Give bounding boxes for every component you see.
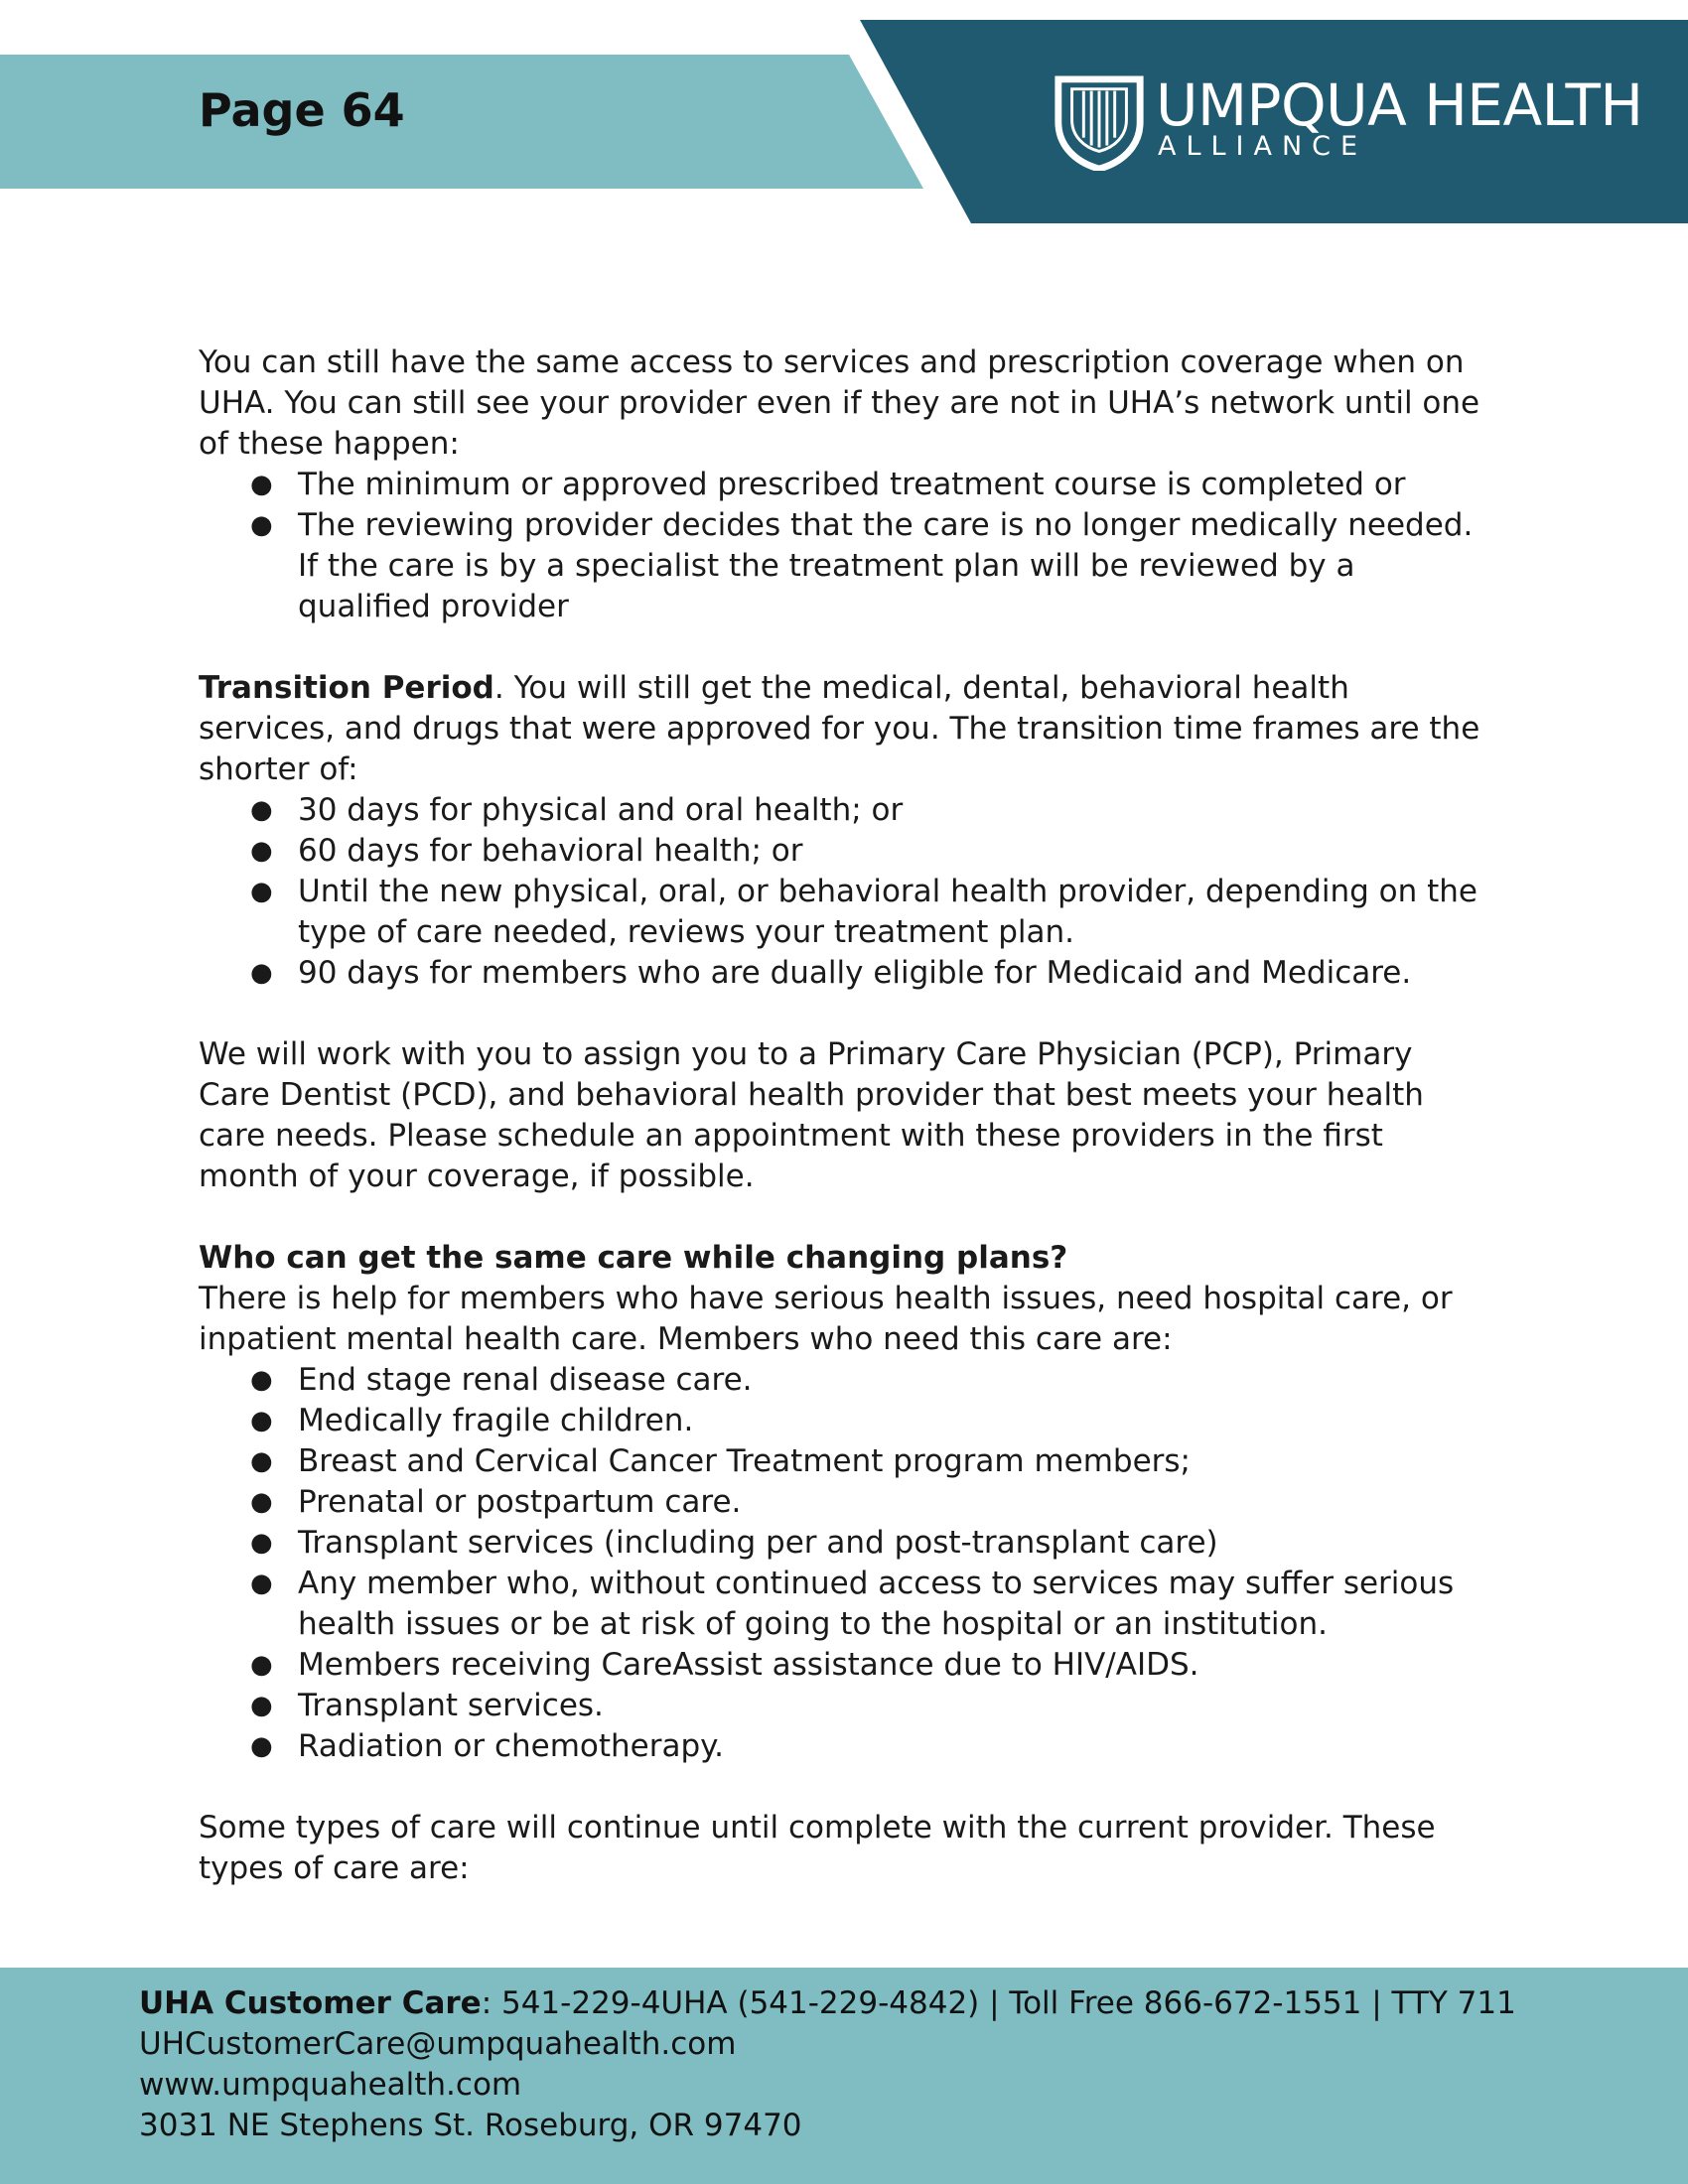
header-band [0, 55, 923, 189]
bullet-icon: ● [250, 1365, 273, 1395]
mailing-address: 3031 NE Stephens St. Roseburg, OR 97470 [139, 2108, 802, 2143]
bullet-icon: ● [250, 1731, 273, 1761]
customer-care-label: UHA Customer Care [139, 1985, 482, 2021]
phone-numbers: : 541-229-4UHA (541-229-4842) | Toll Free 866-672-1551 | TTY 711 [481, 1985, 1516, 2021]
umpqua-health-logo[interactable] [1051, 69, 1643, 179]
list-item: ● 90 days for members who are dually eligible for Medicaid and Medicare. [199, 953, 1489, 994]
bullet-icon: ● [250, 877, 273, 906]
list-item: ● 60 days for behavioral health; or [199, 831, 1489, 872]
bullet-icon: ● [250, 1528, 273, 1558]
list-item: ● The reviewing provider decides that the care is no longer medically needed. If the care is by a specialist the treatment plan will be reviewed by a qualified provider [250, 507, 1474, 624]
list-item: ● Prenatal or postpartum care. [199, 1482, 1489, 1523]
logo-name: UMPQUA HEALTH [1156, 71, 1643, 139]
list-item: ● Transplant services (including per and post-transplant care) [199, 1523, 1489, 1564]
bullet-icon: ● [250, 1446, 273, 1476]
footer-contact [139, 1983, 1516, 2146]
assign-paragraph: We will work with you to assign you to a Primary Care Physician (PCP), Primary Care Dentist (PCD), and behavioral health provider that best meets your health care needs. Please schedule an appointment with these providers in the first month of your coverage, if possible. [199, 1036, 1424, 1194]
transition-paragraph: Transition Period. You will still get the medical, dental, behavioral health services, and drugs that were approved for you. The transition time frames are the shorter of: [199, 670, 1480, 787]
shield-logo-icon [1051, 73, 1148, 171]
page-number: Page 64 [199, 83, 405, 137]
page-content [199, 342, 1489, 1889]
bullet-icon: ● [250, 1487, 273, 1517]
list-item: ● Until the new physical, oral, or behavioral health provider, depending on the type of care needed, reviews your treatment plan. [250, 874, 1477, 950]
list-item: ● The minimum or approved prescribed treatment course is completed or [199, 465, 1489, 505]
bullet-icon: ● [250, 510, 273, 540]
bullet-icon: ● [250, 1650, 273, 1680]
list-item: ● 30 days for physical and oral health; or [199, 790, 1489, 831]
list-item: ● Transplant services. [199, 1686, 1489, 1726]
list-item: ● Medically fragile children. [199, 1401, 1489, 1441]
list-item: ● Radiation or chemotherapy. [199, 1726, 1489, 1767]
logo-subtitle: ALLIANCE [1158, 131, 1368, 162]
bullet-icon: ● [250, 958, 273, 988]
footer [0, 1968, 1688, 2184]
bullet-icon: ● [250, 1406, 273, 1435]
email-link[interactable]: UHCustomerCare@umpquahealth.com [139, 2026, 737, 2062]
intro-list [199, 465, 1489, 627]
bullet-icon: ● [250, 1691, 273, 1720]
same-care-list [199, 1360, 1489, 1767]
intro-paragraph: You can still have the same access to services and prescription coverage when on UHA. You can still see your provider even if they are not in UHA’s network until one of these happen: [199, 344, 1480, 462]
transition-heading: Transition Period [199, 670, 494, 706]
website-link[interactable]: www.umpquahealth.com [139, 2067, 522, 2103]
same-care-paragraph: There is help for members who have serious health issues, need hospital care, or inpatient mental health care. Members who need this care are: [199, 1281, 1453, 1357]
list-item: ● Members receiving CareAssist assistance due to HIV/AIDS. [199, 1645, 1489, 1686]
bullet-icon: ● [250, 836, 273, 866]
bullet-icon: ● [250, 795, 273, 825]
continue-paragraph: Some types of care will continue until complete with the current provider. These types of care are: [199, 1810, 1436, 1886]
bullet-icon: ● [250, 1569, 273, 1598]
bullet-icon: ● [250, 470, 273, 499]
customer-care-line [139, 1983, 1516, 2024]
list-item: ● Any member who, without continued access to services may suffer serious health issues or be at risk of going to the hospital or an institution. [250, 1566, 1455, 1642]
transition-list [199, 790, 1489, 994]
list-item: ● End stage renal disease care. [199, 1360, 1489, 1401]
list-item: ● Breast and Cervical Cancer Treatment program members; [199, 1441, 1489, 1482]
same-care-heading: Who can get the same care while changing plans? [199, 1240, 1068, 1276]
